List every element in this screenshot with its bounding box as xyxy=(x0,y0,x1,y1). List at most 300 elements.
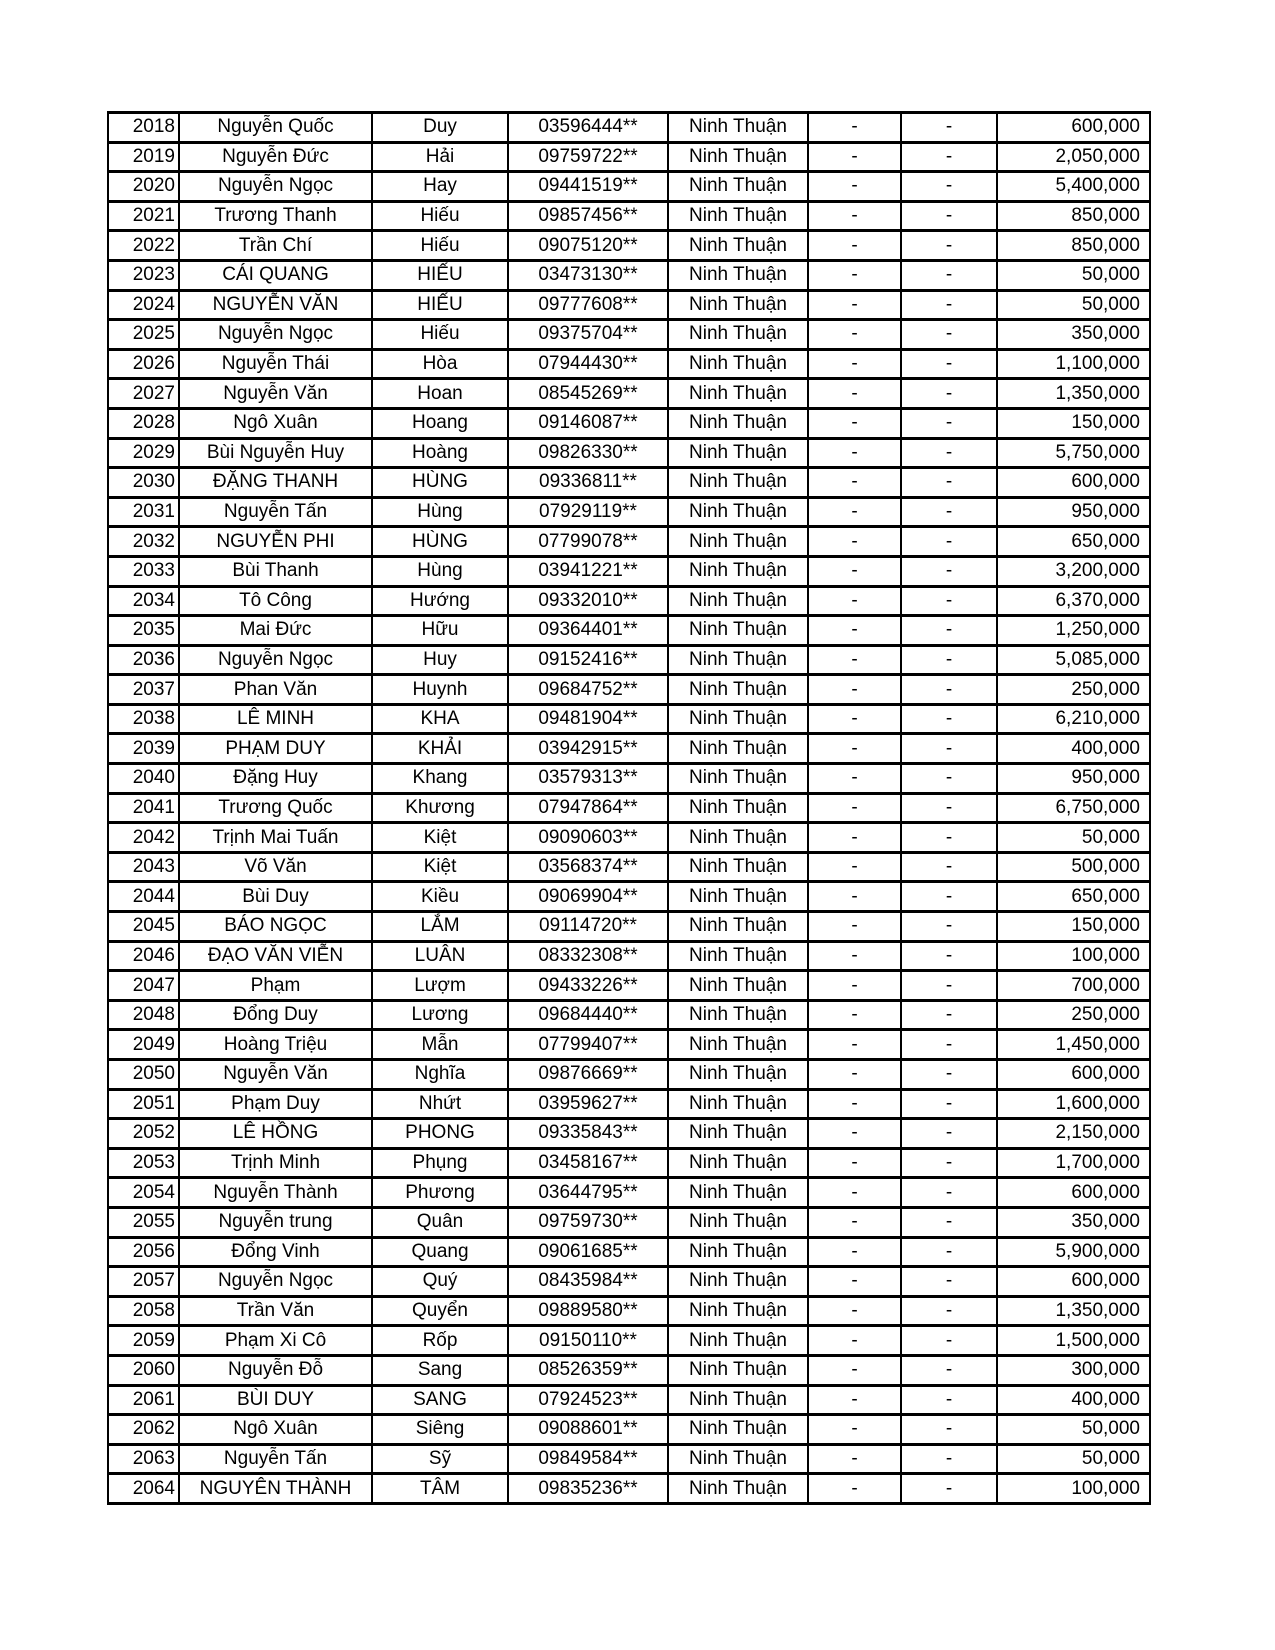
table-row xyxy=(108,1474,1150,1504)
cell-id: 2048 xyxy=(108,1000,179,1030)
cell-phone: 09090603** xyxy=(508,823,668,853)
cell-id: 2027 xyxy=(108,379,179,409)
cell-id: 2039 xyxy=(108,734,179,764)
cell-first-name: NGUYÊN THÀNH xyxy=(179,1474,372,1504)
cell-blank-1: - xyxy=(808,349,901,379)
cell-id: 2040 xyxy=(108,764,179,794)
cell-blank-2: - xyxy=(901,1178,997,1208)
cell-first-name: Nguyễn Tấn xyxy=(179,1444,372,1474)
cell-blank-2: - xyxy=(901,971,997,1001)
cell-last-name: Duy xyxy=(372,113,508,143)
cell-id: 2028 xyxy=(108,408,179,438)
cell-last-name: Hướng xyxy=(372,586,508,616)
cell-phone: 08332308** xyxy=(508,941,668,971)
cell-last-name: Quyển xyxy=(372,1296,508,1326)
cell-last-name: Hoàng xyxy=(372,438,508,468)
cell-last-name: Kiều xyxy=(372,882,508,912)
cell-id: 2033 xyxy=(108,556,179,586)
cell-blank-2: - xyxy=(901,290,997,320)
cell-blank-2: - xyxy=(901,1237,997,1267)
cell-blank-2: - xyxy=(901,941,997,971)
cell-blank-1: - xyxy=(808,379,901,409)
cell-id: 2055 xyxy=(108,1207,179,1237)
cell-province: Ninh Thuận xyxy=(668,1296,808,1326)
cell-amount: 50,000 xyxy=(997,290,1150,320)
cell-blank-1: - xyxy=(808,1415,901,1445)
cell-blank-2: - xyxy=(901,408,997,438)
cell-first-name: Phan Văn xyxy=(179,675,372,705)
cell-blank-1: - xyxy=(808,1030,901,1060)
cell-id: 2026 xyxy=(108,349,179,379)
cell-blank-1: - xyxy=(808,1296,901,1326)
table-row xyxy=(108,882,1150,912)
cell-last-name: Nhứt xyxy=(372,1089,508,1119)
cell-province: Ninh Thuận xyxy=(668,201,808,231)
cell-blank-1: - xyxy=(808,734,901,764)
cell-first-name: Trương Thanh xyxy=(179,201,372,231)
cell-id: 2018 xyxy=(108,113,179,143)
cell-blank-2: - xyxy=(901,1207,997,1237)
cell-blank-2: - xyxy=(901,320,997,350)
cell-first-name: PHẠM DUY xyxy=(179,734,372,764)
cell-phone: 09433226** xyxy=(508,971,668,1001)
cell-blank-2: - xyxy=(901,172,997,202)
table-row xyxy=(108,1296,1150,1326)
cell-blank-2: - xyxy=(901,556,997,586)
cell-amount: 100,000 xyxy=(997,941,1150,971)
table-row xyxy=(108,1060,1150,1090)
cell-phone: 09684752** xyxy=(508,675,668,705)
cell-last-name: HÙNG xyxy=(372,468,508,498)
cell-blank-1: - xyxy=(808,764,901,794)
cell-blank-1: - xyxy=(808,1237,901,1267)
table-row xyxy=(108,1267,1150,1297)
cell-phone: 03959627** xyxy=(508,1089,668,1119)
table-row xyxy=(108,468,1150,498)
cell-first-name: Trịnh Mai Tuấn xyxy=(179,823,372,853)
cell-first-name: Nguyễn Văn xyxy=(179,379,372,409)
cell-blank-1: - xyxy=(808,912,901,942)
cell-blank-2: - xyxy=(901,231,997,261)
cell-first-name: Phạm Xi Cô xyxy=(179,1326,372,1356)
cell-province: Ninh Thuận xyxy=(668,556,808,586)
cell-blank-2: - xyxy=(901,793,997,823)
table-row xyxy=(108,1237,1150,1267)
cell-phone: 09849584** xyxy=(508,1444,668,1474)
cell-blank-2: - xyxy=(901,260,997,290)
cell-id: 2047 xyxy=(108,971,179,1001)
cell-first-name: Nguyễn Thành xyxy=(179,1178,372,1208)
cell-amount: 250,000 xyxy=(997,675,1150,705)
cell-last-name: Hùng xyxy=(372,497,508,527)
cell-id: 2037 xyxy=(108,675,179,705)
table-row xyxy=(108,1355,1150,1385)
cell-phone: 03644795** xyxy=(508,1178,668,1208)
cell-last-name: SANG xyxy=(372,1385,508,1415)
cell-phone: 09146087** xyxy=(508,408,668,438)
cell-blank-2: - xyxy=(901,852,997,882)
cell-id: 2059 xyxy=(108,1326,179,1356)
cell-phone: 08545269** xyxy=(508,379,668,409)
cell-id: 2045 xyxy=(108,912,179,942)
cell-last-name: Hiếu xyxy=(372,201,508,231)
cell-province: Ninh Thuận xyxy=(668,1326,808,1356)
cell-last-name: Hòa xyxy=(372,349,508,379)
cell-phone: 09075120** xyxy=(508,231,668,261)
cell-blank-1: - xyxy=(808,882,901,912)
table-row xyxy=(108,1000,1150,1030)
cell-blank-2: - xyxy=(901,113,997,143)
cell-amount: 300,000 xyxy=(997,1355,1150,1385)
cell-blank-2: - xyxy=(901,1148,997,1178)
cell-last-name: Rốp xyxy=(372,1326,508,1356)
cell-first-name: Trần Chí xyxy=(179,231,372,261)
cell-id: 2019 xyxy=(108,142,179,172)
cell-blank-1: - xyxy=(808,1060,901,1090)
cell-amount: 5,400,000 xyxy=(997,172,1150,202)
cell-last-name: Hải xyxy=(372,142,508,172)
cell-amount: 1,250,000 xyxy=(997,616,1150,646)
cell-last-name: Hay xyxy=(372,172,508,202)
cell-last-name: PHONG xyxy=(372,1119,508,1149)
cell-amount: 250,000 xyxy=(997,1000,1150,1030)
cell-province: Ninh Thuận xyxy=(668,1000,808,1030)
cell-id: 2024 xyxy=(108,290,179,320)
cell-amount: 1,350,000 xyxy=(997,379,1150,409)
cell-phone: 09335843** xyxy=(508,1119,668,1149)
cell-province: Ninh Thuận xyxy=(668,1030,808,1060)
cell-blank-1: - xyxy=(808,971,901,1001)
cell-phone: 09835236** xyxy=(508,1474,668,1504)
cell-amount: 950,000 xyxy=(997,764,1150,794)
cell-id: 2035 xyxy=(108,616,179,646)
cell-id: 2023 xyxy=(108,260,179,290)
cell-blank-1: - xyxy=(808,320,901,350)
cell-blank-1: - xyxy=(808,260,901,290)
cell-phone: 09857456** xyxy=(508,201,668,231)
cell-amount: 600,000 xyxy=(997,113,1150,143)
cell-first-name: Mai Đức xyxy=(179,616,372,646)
cell-province: Ninh Thuận xyxy=(668,616,808,646)
cell-first-name: Tô Công xyxy=(179,586,372,616)
cell-amount: 1,500,000 xyxy=(997,1326,1150,1356)
cell-blank-2: - xyxy=(901,616,997,646)
cell-amount: 350,000 xyxy=(997,320,1150,350)
cell-first-name: Trịnh Minh xyxy=(179,1148,372,1178)
cell-phone: 09759730** xyxy=(508,1207,668,1237)
cell-blank-1: - xyxy=(808,616,901,646)
cell-phone: 09684440** xyxy=(508,1000,668,1030)
table-row xyxy=(108,379,1150,409)
table-row xyxy=(108,1415,1150,1445)
cell-amount: 5,085,000 xyxy=(997,645,1150,675)
cell-blank-2: - xyxy=(901,1444,997,1474)
cell-last-name: Hùng xyxy=(372,556,508,586)
cell-first-name: Trương Quốc xyxy=(179,793,372,823)
cell-blank-1: - xyxy=(808,586,901,616)
cell-blank-2: - xyxy=(901,912,997,942)
cell-blank-1: - xyxy=(808,1474,901,1504)
cell-id: 2042 xyxy=(108,823,179,853)
cell-first-name: Trần Văn xyxy=(179,1296,372,1326)
cell-last-name: KHA xyxy=(372,704,508,734)
cell-first-name: Hoàng Triệu xyxy=(179,1030,372,1060)
cell-first-name: Nguyễn Văn xyxy=(179,1060,372,1090)
cell-blank-1: - xyxy=(808,438,901,468)
cell-first-name: Đặng Huy xyxy=(179,764,372,794)
cell-blank-1: - xyxy=(808,556,901,586)
cell-blank-2: - xyxy=(901,527,997,557)
cell-blank-1: - xyxy=(808,1000,901,1030)
cell-id: 2025 xyxy=(108,320,179,350)
cell-blank-2: - xyxy=(901,586,997,616)
cell-blank-2: - xyxy=(901,1267,997,1297)
cell-amount: 150,000 xyxy=(997,912,1150,942)
cell-province: Ninh Thuận xyxy=(668,1415,808,1445)
cell-blank-1: - xyxy=(808,1385,901,1415)
cell-first-name: ĐẠO VĂN VIỄN xyxy=(179,941,372,971)
cell-first-name: Nguyễn Thái xyxy=(179,349,372,379)
cell-last-name: Phương xyxy=(372,1178,508,1208)
cell-first-name: Nguyễn Ngọc xyxy=(179,1267,372,1297)
cell-province: Ninh Thuận xyxy=(668,468,808,498)
table-row xyxy=(108,1385,1150,1415)
cell-blank-2: - xyxy=(901,438,997,468)
cell-first-name: CÁI QUANG xyxy=(179,260,372,290)
cell-blank-1: - xyxy=(808,497,901,527)
table-row xyxy=(108,320,1150,350)
cell-last-name: LẮM xyxy=(372,912,508,942)
table-row xyxy=(108,1030,1150,1060)
cell-blank-1: - xyxy=(808,1148,901,1178)
cell-id: 2036 xyxy=(108,645,179,675)
cell-last-name: LUÂN xyxy=(372,941,508,971)
cell-amount: 6,370,000 xyxy=(997,586,1150,616)
table-row xyxy=(108,1444,1150,1474)
cell-amount: 700,000 xyxy=(997,971,1150,1001)
cell-first-name: Nguyễn Ngọc xyxy=(179,172,372,202)
cell-id: 2062 xyxy=(108,1415,179,1445)
table-row xyxy=(108,349,1150,379)
cell-blank-2: - xyxy=(901,1060,997,1090)
table-row xyxy=(108,113,1150,143)
cell-last-name: HÙNG xyxy=(372,527,508,557)
cell-blank-2: - xyxy=(901,823,997,853)
cell-phone: 03942915** xyxy=(508,734,668,764)
cell-province: Ninh Thuận xyxy=(668,320,808,350)
cell-last-name: Huy xyxy=(372,645,508,675)
cell-first-name: Nguyễn trung xyxy=(179,1207,372,1237)
cell-blank-1: - xyxy=(808,1207,901,1237)
cell-amount: 600,000 xyxy=(997,1060,1150,1090)
cell-last-name: Hiếu xyxy=(372,320,508,350)
cell-blank-2: - xyxy=(901,1326,997,1356)
cell-first-name: LÊ MINH xyxy=(179,704,372,734)
cell-amount: 1,600,000 xyxy=(997,1089,1150,1119)
table-row xyxy=(108,616,1150,646)
cell-id: 2050 xyxy=(108,1060,179,1090)
cell-phone: 03596444** xyxy=(508,113,668,143)
cell-phone: 09889580** xyxy=(508,1296,668,1326)
cell-last-name: Hữu xyxy=(372,616,508,646)
cell-amount: 950,000 xyxy=(997,497,1150,527)
cell-last-name: Khang xyxy=(372,764,508,794)
cell-last-name: Kiệt xyxy=(372,852,508,882)
cell-province: Ninh Thuận xyxy=(668,142,808,172)
cell-first-name: Đổng Duy xyxy=(179,1000,372,1030)
table-row xyxy=(108,941,1150,971)
cell-blank-2: - xyxy=(901,675,997,705)
cell-id: 2043 xyxy=(108,852,179,882)
cell-blank-2: - xyxy=(901,201,997,231)
cell-blank-2: - xyxy=(901,1089,997,1119)
cell-first-name: Bùi Thanh xyxy=(179,556,372,586)
cell-id: 2063 xyxy=(108,1444,179,1474)
cell-first-name: Bùi Duy xyxy=(179,882,372,912)
cell-blank-2: - xyxy=(901,882,997,912)
cell-amount: 650,000 xyxy=(997,527,1150,557)
cell-province: Ninh Thuận xyxy=(668,408,808,438)
cell-blank-1: - xyxy=(808,408,901,438)
cell-first-name: Đổng Vinh xyxy=(179,1237,372,1267)
cell-amount: 1,450,000 xyxy=(997,1030,1150,1060)
cell-blank-1: - xyxy=(808,675,901,705)
cell-province: Ninh Thuận xyxy=(668,172,808,202)
cell-blank-1: - xyxy=(808,704,901,734)
table-row xyxy=(108,971,1150,1001)
cell-province: Ninh Thuận xyxy=(668,912,808,942)
cell-id: 2053 xyxy=(108,1148,179,1178)
cell-province: Ninh Thuận xyxy=(668,1178,808,1208)
cell-first-name: Nguyễn Đỗ xyxy=(179,1355,372,1385)
table-row xyxy=(108,556,1150,586)
cell-first-name: Ngô Xuân xyxy=(179,1415,372,1445)
cell-id: 2021 xyxy=(108,201,179,231)
cell-blank-2: - xyxy=(901,349,997,379)
cell-province: Ninh Thuận xyxy=(668,675,808,705)
cell-blank-2: - xyxy=(901,734,997,764)
cell-phone: 09876669** xyxy=(508,1060,668,1090)
cell-blank-2: - xyxy=(901,142,997,172)
cell-id: 2032 xyxy=(108,527,179,557)
cell-phone: 07929119** xyxy=(508,497,668,527)
cell-blank-2: - xyxy=(901,379,997,409)
cell-province: Ninh Thuận xyxy=(668,793,808,823)
cell-blank-1: - xyxy=(808,527,901,557)
cell-first-name: Võ Văn xyxy=(179,852,372,882)
cell-amount: 400,000 xyxy=(997,734,1150,764)
cell-first-name: BÙI DUY xyxy=(179,1385,372,1415)
cell-last-name: Hoan xyxy=(372,379,508,409)
cell-province: Ninh Thuận xyxy=(668,1207,808,1237)
cell-province: Ninh Thuận xyxy=(668,734,808,764)
cell-phone: 09332010** xyxy=(508,586,668,616)
table-row xyxy=(108,527,1150,557)
table-row xyxy=(108,260,1150,290)
cell-province: Ninh Thuận xyxy=(668,852,808,882)
cell-blank-2: - xyxy=(901,468,997,498)
cell-province: Ninh Thuận xyxy=(668,1474,808,1504)
table-row xyxy=(108,201,1150,231)
cell-province: Ninh Thuận xyxy=(668,882,808,912)
cell-amount: 100,000 xyxy=(997,1474,1150,1504)
cell-phone: 08526359** xyxy=(508,1355,668,1385)
table-row xyxy=(108,290,1150,320)
cell-amount: 50,000 xyxy=(997,1415,1150,1445)
cell-phone: 09441519** xyxy=(508,172,668,202)
cell-id: 2064 xyxy=(108,1474,179,1504)
cell-blank-1: - xyxy=(808,823,901,853)
cell-first-name: NGUYỄN VĂN xyxy=(179,290,372,320)
cell-first-name: Nguyễn Ngọc xyxy=(179,645,372,675)
table-row xyxy=(108,1148,1150,1178)
cell-phone: 09150110** xyxy=(508,1326,668,1356)
cell-amount: 600,000 xyxy=(997,1267,1150,1297)
cell-province: Ninh Thuận xyxy=(668,349,808,379)
cell-phone: 09152416** xyxy=(508,645,668,675)
cell-province: Ninh Thuận xyxy=(668,1355,808,1385)
cell-id: 2038 xyxy=(108,704,179,734)
cell-blank-1: - xyxy=(808,231,901,261)
cell-province: Ninh Thuận xyxy=(668,1119,808,1149)
cell-province: Ninh Thuận xyxy=(668,645,808,675)
cell-id: 2049 xyxy=(108,1030,179,1060)
cell-phone: 09777608** xyxy=(508,290,668,320)
cell-id: 2041 xyxy=(108,793,179,823)
cell-blank-2: - xyxy=(901,1119,997,1149)
cell-first-name: LÊ HỒNG xyxy=(179,1119,372,1149)
cell-province: Ninh Thuận xyxy=(668,764,808,794)
cell-last-name: Lương xyxy=(372,1000,508,1030)
cell-id: 2061 xyxy=(108,1385,179,1415)
cell-blank-1: - xyxy=(808,852,901,882)
cell-phone: 09069904** xyxy=(508,882,668,912)
table-row xyxy=(108,1178,1150,1208)
cell-last-name: Quân xyxy=(372,1207,508,1237)
cell-blank-2: - xyxy=(901,1000,997,1030)
table-row xyxy=(108,1207,1150,1237)
cell-phone: 09088601** xyxy=(508,1415,668,1445)
cell-first-name: Ngô Xuân xyxy=(179,408,372,438)
cell-blank-1: - xyxy=(808,1444,901,1474)
cell-province: Ninh Thuận xyxy=(668,941,808,971)
cell-last-name: Hoang xyxy=(372,408,508,438)
donor-list-table xyxy=(107,111,1151,1505)
cell-blank-1: - xyxy=(808,290,901,320)
cell-amount: 150,000 xyxy=(997,408,1150,438)
cell-first-name: Bùi Nguyễn Huy xyxy=(179,438,372,468)
table-body xyxy=(108,113,1150,1504)
cell-amount: 850,000 xyxy=(997,201,1150,231)
cell-blank-2: - xyxy=(901,1030,997,1060)
cell-phone: 09114720** xyxy=(508,912,668,942)
table-row xyxy=(108,586,1150,616)
cell-first-name: Phạm Duy xyxy=(179,1089,372,1119)
cell-phone: 03579313** xyxy=(508,764,668,794)
cell-blank-1: - xyxy=(808,1089,901,1119)
cell-phone: 07799407** xyxy=(508,1030,668,1060)
cell-amount: 3,200,000 xyxy=(997,556,1150,586)
table-row xyxy=(108,1119,1150,1149)
table-row xyxy=(108,497,1150,527)
cell-phone: 07944430** xyxy=(508,349,668,379)
cell-blank-1: - xyxy=(808,1119,901,1149)
cell-last-name: Quang xyxy=(372,1237,508,1267)
cell-blank-2: - xyxy=(901,497,997,527)
cell-phone: 07924523** xyxy=(508,1385,668,1415)
cell-phone: 08435984** xyxy=(508,1267,668,1297)
cell-blank-1: - xyxy=(808,645,901,675)
